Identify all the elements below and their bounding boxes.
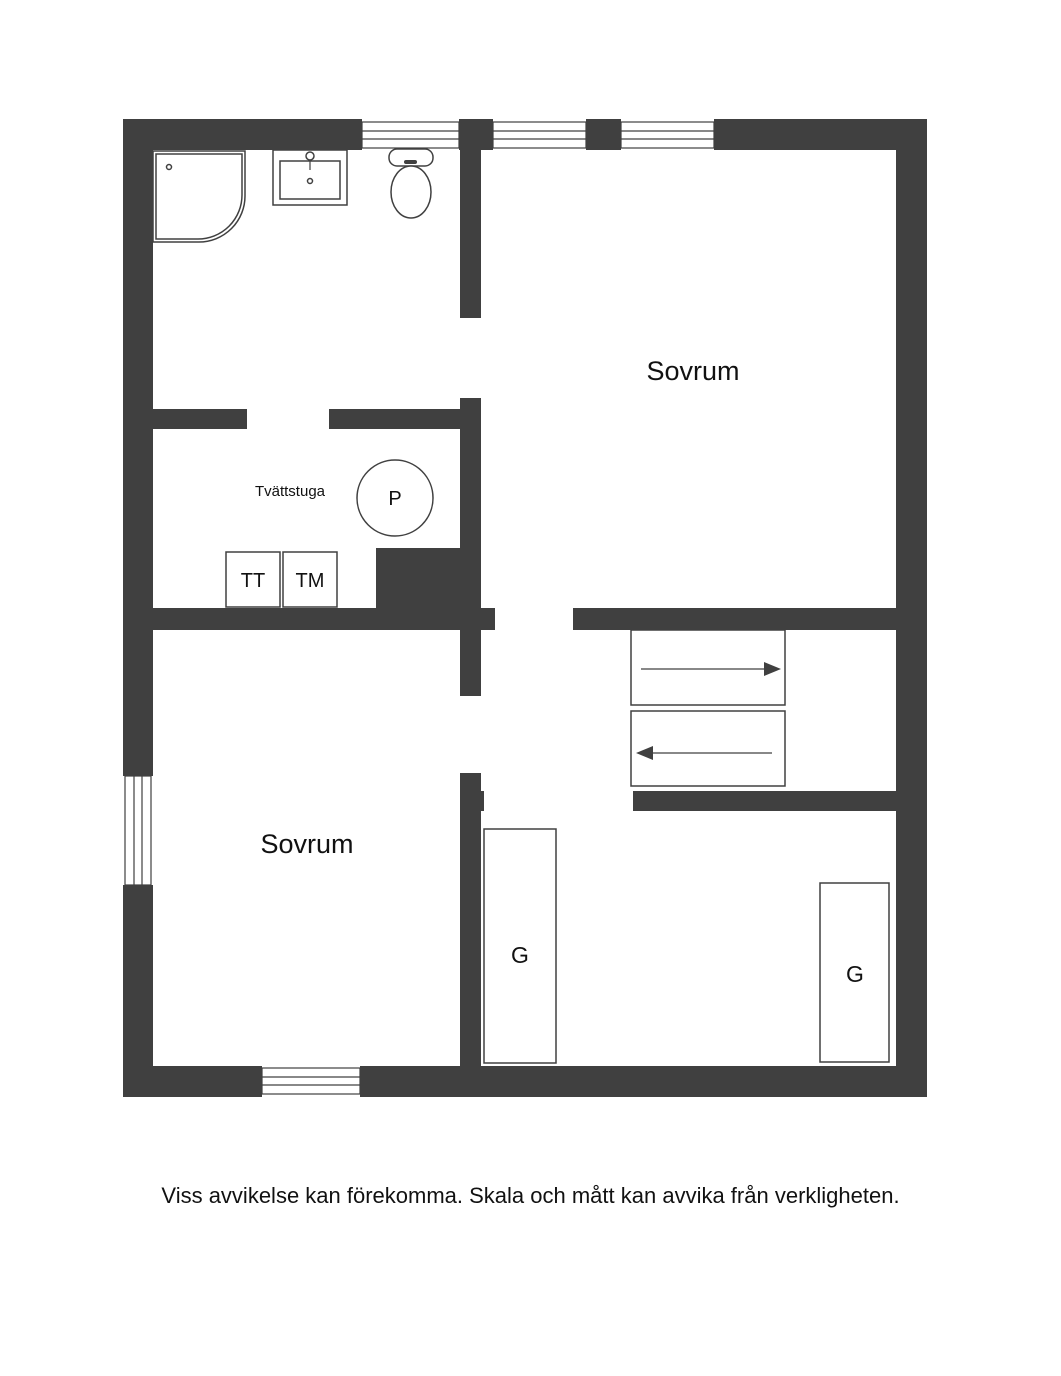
wall-bath-laundry-right: [329, 409, 460, 429]
window-bottom: [262, 1068, 360, 1094]
wall-top-pillar-2: [586, 119, 621, 150]
wall-left-upper: [123, 119, 153, 776]
boiler-label: P: [388, 488, 402, 510]
bedroom-bottom-label: Sovrum: [260, 829, 354, 859]
window-top-1: [362, 122, 459, 148]
sink: [273, 150, 347, 205]
wall-left-lower: [123, 885, 153, 1097]
wall-stub-small: [481, 791, 484, 811]
wall-bedroom-bottom-right: [460, 773, 481, 1066]
washing-machine: [283, 552, 337, 607]
window-top-2: [493, 122, 586, 148]
washing-machine-label: TM: [295, 570, 325, 592]
wall-top-left: [123, 119, 362, 150]
wall-bedroom-top-bottom: [573, 608, 896, 630]
wall-hall-stub: [460, 630, 481, 696]
sliding-closet: [631, 630, 785, 786]
wall-bottom-left: [123, 1066, 262, 1097]
window-left: [125, 776, 151, 885]
wardrobe-left: [484, 829, 556, 1063]
bedroom-top-label: Sovrum: [646, 356, 740, 386]
wall-closet-bottom: [633, 791, 896, 811]
shower: [153, 151, 245, 242]
toilet: [389, 149, 433, 218]
wall-bath-laundry-left: [153, 409, 247, 429]
wall-bottom-right: [360, 1066, 927, 1097]
wardrobe-right-label: G: [846, 961, 864, 987]
tumble-dryer-label: TT: [240, 570, 266, 592]
wall-laundry-block: [376, 548, 460, 610]
wall-laundry-bottom: [153, 608, 495, 630]
laundry-label: Tvättstuga: [254, 483, 326, 500]
wall-right: [896, 119, 927, 1097]
wardrobe-left-label: G: [511, 942, 529, 968]
wall-laundry-vertical: [460, 398, 481, 630]
tumble-dryer: [226, 552, 280, 607]
wall-bath-vertical: [460, 150, 481, 318]
wall-top-right: [714, 119, 927, 150]
disclaimer-text: Viss avvikelse kan förekomma. Skala och mått kan avvika från verkligheten.: [161, 1183, 900, 1208]
boiler: [357, 460, 433, 536]
window-top-3: [621, 122, 714, 148]
wardrobe-right: [820, 883, 889, 1062]
wall-top-pillar-1: [459, 119, 493, 150]
